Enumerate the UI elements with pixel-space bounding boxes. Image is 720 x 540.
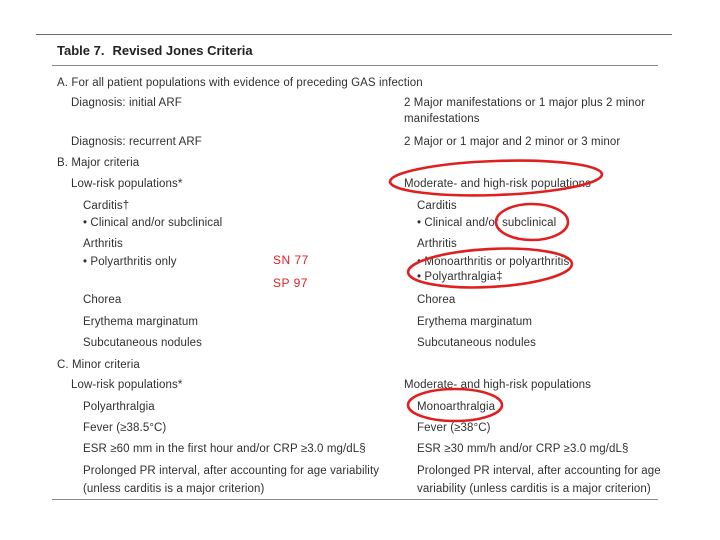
major-high-item: • Polyarthralgia‡	[417, 271, 503, 283]
row-recurrent-arf-value: 2 Major or 1 major and 2 minor or 3 minor	[404, 136, 621, 148]
section-c-heading: C. Minor criteria	[57, 359, 140, 371]
minor-low-item: Prolonged PR interval, after accounting for age variability	[83, 465, 380, 477]
table-number: Table 7.	[57, 43, 105, 58]
sensitivity-note: SN 77	[273, 253, 309, 267]
major-high-item: Carditis	[417, 200, 457, 212]
minor-high-item: Fever (≥38°C)	[417, 422, 491, 434]
major-low-item: Erythema marginatum	[83, 316, 199, 328]
major-high-item: Chorea	[417, 294, 456, 306]
minor-low-risk-header: Low-risk populations*	[71, 379, 183, 391]
row-initial-arf-label: Diagnosis: initial ARF	[71, 97, 182, 109]
minor-low-item: Fever (≥38.5°C)	[83, 422, 167, 434]
circle-monoarthralgia	[408, 389, 502, 421]
major-low-risk-header: Low-risk populations*	[71, 178, 183, 190]
circle-monoarthritis	[407, 245, 573, 292]
minor-low-item: ESR ≥60 mm in the first hour and/or CRP ≥3.0 mg/dL§	[83, 443, 366, 455]
major-high-item: • Clinical and/or subclinical	[417, 217, 557, 229]
major-low-item: • Clinical and/or subclinical	[83, 217, 223, 229]
major-high-item: Subcutaneous nodules	[417, 337, 537, 349]
circle-moderate-high-header	[389, 157, 602, 198]
minor-moderate-risk-header: Moderate- and high-risk populations	[404, 379, 591, 391]
circle-subclinical	[496, 204, 568, 240]
minor-high-item: Prolonged PR interval, after accounting for age	[417, 465, 661, 477]
major-high-item: Arthritis	[417, 238, 457, 250]
row-initial-arf-value-1: 2 Major manifestations or 1 major plus 2 minor	[404, 97, 646, 109]
major-low-item: Chorea	[83, 294, 122, 306]
minor-low-item: Polyarthralgia	[83, 401, 155, 413]
section-b-heading: B. Major criteria	[57, 157, 140, 169]
row-initial-arf-value-2: manifestations	[404, 113, 480, 125]
minor-low-item: (unless carditis is a major criterion)	[83, 483, 265, 495]
minor-high-item: Monoarthralgia	[417, 401, 496, 413]
minor-high-item: variability (unless carditis is a major criterion)	[417, 483, 651, 495]
minor-high-item: ESR ≥30 mm/h and/or CRP ≥3.0 mg/dL§	[417, 443, 629, 455]
major-low-item: Subcutaneous nodules	[83, 337, 203, 349]
major-high-item: Erythema marginatum	[417, 316, 533, 328]
table-title-text: Revised Jones Criteria	[112, 43, 253, 58]
section-a-heading: A. For all patient populations with evidence of preceding GAS infection	[57, 77, 423, 89]
major-high-item: • Monoarthritis or polyarthritis	[417, 256, 570, 268]
major-low-item: • Polyarthritis only	[83, 256, 177, 268]
major-low-item: Arthritis	[83, 238, 123, 250]
major-low-item: Carditis†	[83, 200, 130, 212]
specificity-note: SP 97	[273, 276, 308, 290]
row-recurrent-arf-label: Diagnosis: recurrent ARF	[71, 136, 202, 148]
major-moderate-risk-header: Moderate- and high-risk populations	[404, 178, 591, 190]
